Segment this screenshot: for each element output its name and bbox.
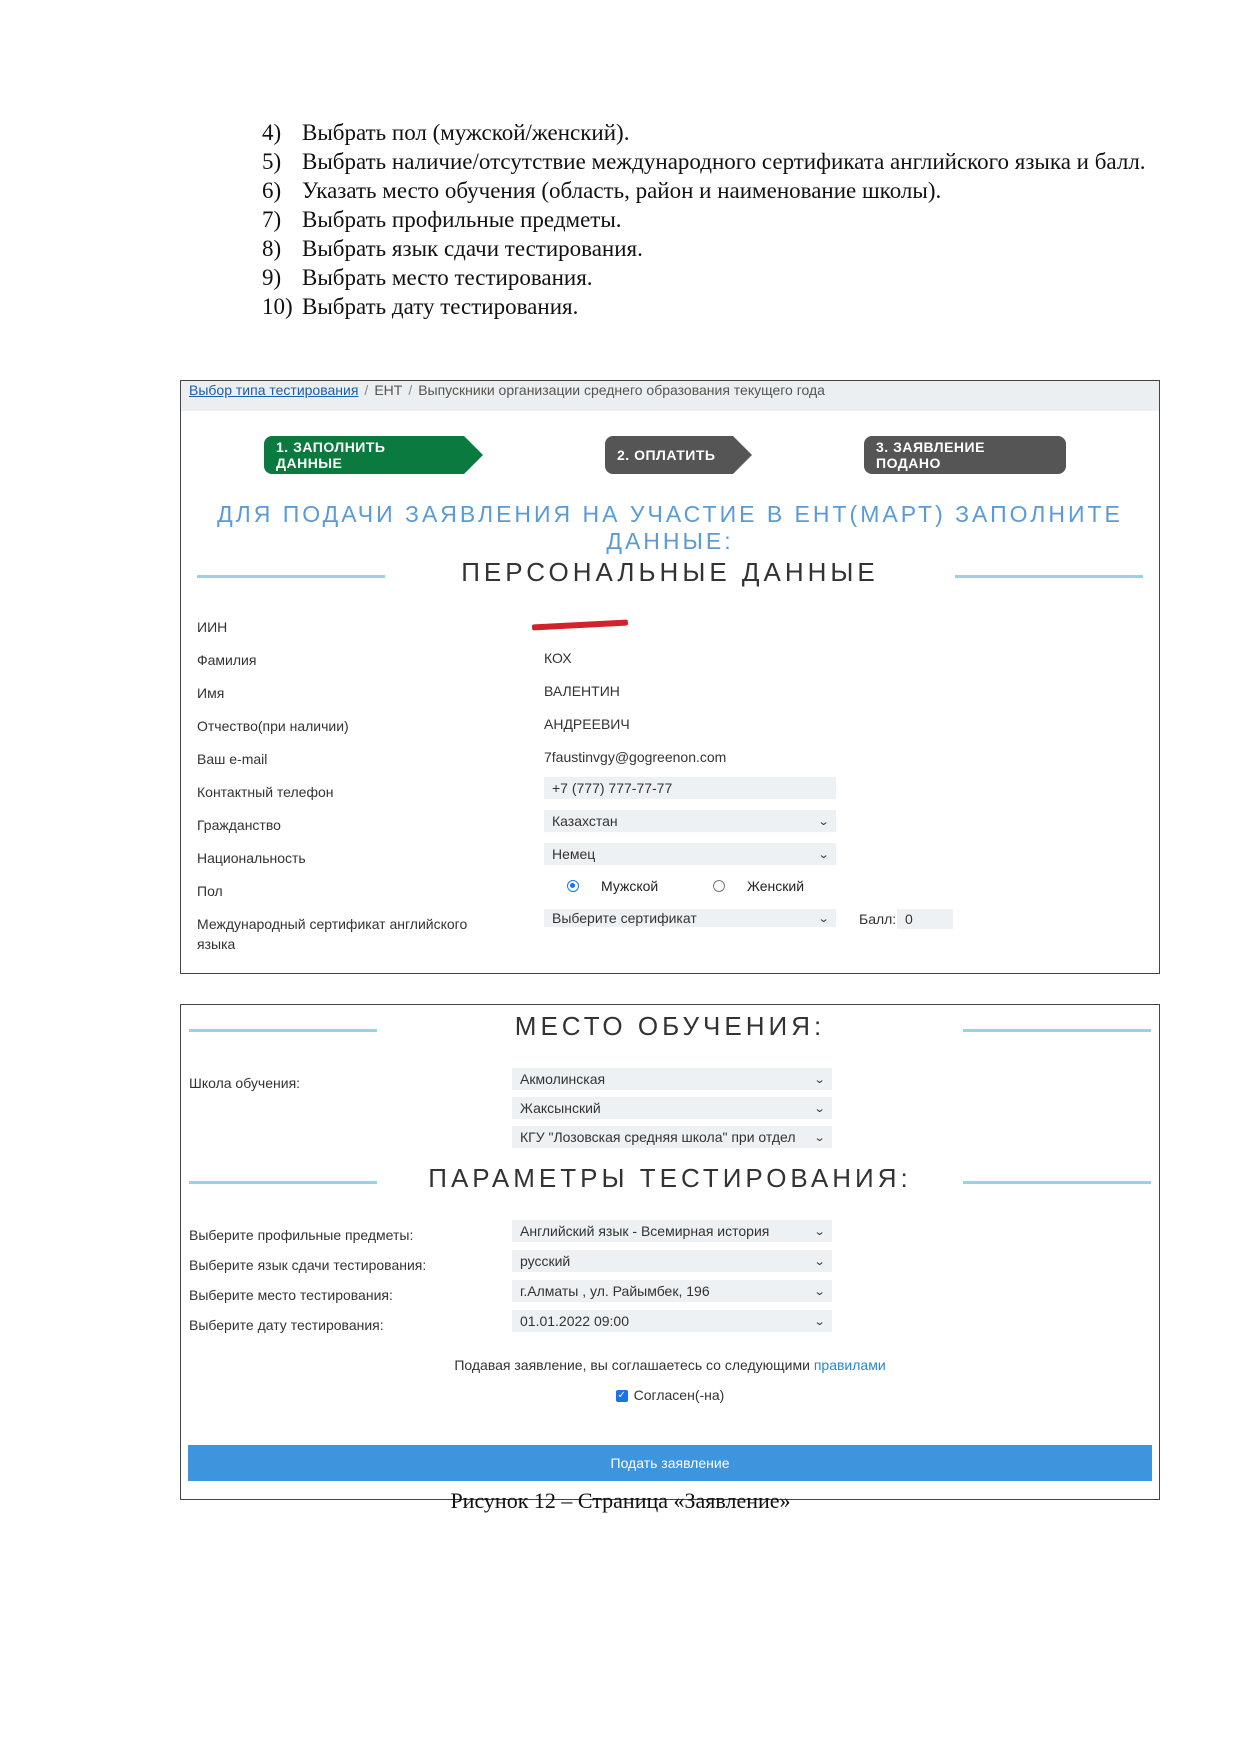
gender-male-radio[interactable] bbox=[567, 878, 658, 894]
iin-label: ИИН bbox=[197, 619, 228, 635]
list-number: 5) bbox=[262, 149, 282, 174]
agree-checkbox[interactable] bbox=[616, 1387, 725, 1403]
breadcrumb-separator: / bbox=[408, 382, 413, 398]
list-text: Выбрать место тестирования. bbox=[302, 265, 593, 290]
test-place-label: Выберите место тестирования: bbox=[189, 1287, 393, 1303]
language-select-value: русский bbox=[520, 1253, 571, 1269]
list-text: Выбрать дату тестирования. bbox=[302, 294, 579, 319]
application-form-screenshot-top bbox=[180, 380, 1160, 974]
row-gender bbox=[197, 876, 1143, 902]
breadcrumb bbox=[181, 381, 1159, 411]
chevron-down-icon: ⌄ bbox=[813, 1073, 826, 1086]
certificate-select-value: Выберите сертификат bbox=[552, 910, 697, 926]
breadcrumb-link-test-type[interactable]: Выбор типа тестирования bbox=[189, 382, 359, 398]
phone-input-value: +7 (777) 777-77-77 bbox=[552, 780, 673, 796]
subjects-label: Выберите профильные предметы: bbox=[189, 1227, 414, 1243]
step-pay: 2. ОПЛАТИТЬ bbox=[605, 436, 733, 474]
list-number: 8) bbox=[262, 236, 282, 261]
row-language bbox=[189, 1250, 1143, 1276]
nationality-label: Национальность bbox=[197, 850, 306, 866]
section-test-parameters bbox=[189, 1163, 1151, 1203]
phone-input[interactable] bbox=[544, 777, 836, 799]
row-school-name bbox=[189, 1126, 1143, 1152]
section-title: ПАРАМЕТРЫ ТЕСТИРОВАНИЯ: bbox=[428, 1163, 912, 1193]
chevron-down-icon: ⌄ bbox=[813, 1102, 826, 1115]
application-form-screenshot-bottom bbox=[180, 1004, 1160, 1500]
step-application-submitted: 3. ЗАЯВЛЕНИЕ ПОДАНО bbox=[864, 436, 1066, 474]
form-lead-heading: ДЛЯ ПОДАЧИ ЗАЯВЛЕНИЯ НА УЧАСТИЕ В ЕНТ(МАРТ) ЗАПОЛНИТЕ ДАННЫЕ: bbox=[217, 501, 1123, 554]
list-number: 7) bbox=[262, 207, 282, 232]
nationality-select-value: Немец bbox=[552, 846, 596, 862]
radio-unchecked-icon bbox=[713, 880, 725, 892]
breadcrumb-current: Выпускники организации среднего образования текущего года bbox=[418, 382, 825, 398]
section-title: ПЕРСОНАЛЬНЫЕ ДАННЫЕ bbox=[461, 557, 879, 587]
list-text: Выбрать язык сдачи тестирования. bbox=[302, 236, 643, 261]
chevron-down-icon: ⌄ bbox=[813, 1225, 826, 1238]
list-number: 6) bbox=[262, 178, 282, 203]
agree-label: Согласен(-на) bbox=[633, 1387, 725, 1403]
list-item bbox=[262, 263, 1162, 292]
gender-label: Пол bbox=[197, 883, 223, 899]
list-item bbox=[262, 147, 1162, 176]
test-place-select-value: г.Алматы , ул. Райымбек, 196 bbox=[520, 1283, 710, 1299]
test-place-select[interactable] bbox=[512, 1280, 832, 1302]
score-input[interactable] bbox=[897, 909, 953, 929]
certificate-select[interactable] bbox=[544, 909, 836, 927]
test-date-select[interactable] bbox=[512, 1310, 832, 1332]
email-label: Ваш e-mail bbox=[197, 751, 268, 767]
citizenship-select-value: Казахстан bbox=[552, 813, 618, 829]
row-iin bbox=[197, 612, 1143, 638]
list-text: Выбрать профильные предметы. bbox=[302, 207, 622, 232]
row-email bbox=[197, 744, 1143, 770]
list-item bbox=[262, 118, 1162, 147]
row-patronymic bbox=[197, 711, 1143, 737]
chevron-down-icon: ⌄ bbox=[817, 848, 830, 861]
chevron-down-icon: ⌄ bbox=[813, 1315, 826, 1328]
list-text: Указать место обучения (область, район и наименование школы). bbox=[302, 178, 942, 203]
list-number: 4) bbox=[262, 120, 282, 145]
list-text: Выбрать наличие/отсутствие международного сертификата английского языка и балл. bbox=[302, 149, 1146, 174]
chevron-down-icon: ⌄ bbox=[813, 1131, 826, 1144]
consent-text-row bbox=[181, 1357, 1159, 1373]
list-item bbox=[262, 292, 1162, 321]
section-divider bbox=[963, 1181, 1151, 1184]
gender-female-radio[interactable] bbox=[713, 878, 804, 894]
test-date-select-value: 01.01.2022 09:00 bbox=[520, 1313, 629, 1329]
radio-checked-icon bbox=[567, 880, 579, 892]
certificate-label: Международный сертификат английского языка bbox=[197, 916, 468, 952]
row-test-date bbox=[189, 1310, 1143, 1336]
school-select-value: КГУ "Лозовская средняя школа" при отдел bbox=[520, 1129, 796, 1145]
row-nationality bbox=[197, 843, 1143, 869]
name-value: ВАЛЕНТИН bbox=[544, 683, 620, 699]
chevron-down-icon: ⌄ bbox=[813, 1255, 826, 1268]
row-district bbox=[189, 1097, 1143, 1123]
citizenship-select[interactable] bbox=[544, 810, 836, 832]
submit-application-button[interactable]: Подать заявление bbox=[188, 1445, 1152, 1481]
row-name bbox=[197, 678, 1143, 704]
figure-caption: Рисунок 12 – Страница «Заявление» bbox=[450, 1488, 791, 1513]
consent-text: Подавая заявление, вы соглашаетесь со следующими bbox=[454, 1357, 810, 1373]
row-citizenship bbox=[197, 810, 1143, 836]
row-school bbox=[189, 1068, 1143, 1094]
language-label: Выберите язык сдачи тестирования: bbox=[189, 1257, 427, 1273]
list-number: 9) bbox=[262, 265, 282, 290]
list-item bbox=[262, 176, 1162, 205]
score-input-value: 0 bbox=[905, 911, 913, 927]
subjects-select[interactable] bbox=[512, 1220, 832, 1242]
school-select[interactable] bbox=[512, 1126, 832, 1148]
name-label: Имя bbox=[197, 685, 225, 701]
district-select-value: Жаксынский bbox=[520, 1100, 601, 1116]
section-divider bbox=[955, 575, 1143, 578]
citizenship-label: Гражданство bbox=[197, 817, 281, 833]
phone-label: Контактный телефон bbox=[197, 784, 334, 800]
email-value: 7faustinvgy@gogreenon.com bbox=[544, 749, 727, 765]
section-divider bbox=[963, 1029, 1151, 1032]
row-english-certificate bbox=[197, 909, 1143, 953]
region-select[interactable] bbox=[512, 1068, 832, 1090]
surname-value: КОХ bbox=[544, 650, 572, 666]
row-surname bbox=[197, 645, 1143, 671]
section-study-place bbox=[189, 1011, 1151, 1051]
region-select-value: Акмолинская bbox=[520, 1071, 606, 1087]
consent-checkbox-row bbox=[181, 1387, 1159, 1403]
test-date-label: Выберите дату тестирования: bbox=[189, 1317, 384, 1333]
checkbox-checked-icon: ✓ bbox=[617, 1390, 626, 1402]
surname-label: Фамилия bbox=[197, 652, 257, 668]
patronymic-label: Отчество(при наличии) bbox=[197, 718, 349, 734]
row-phone bbox=[197, 777, 1143, 803]
chevron-down-icon: ⌄ bbox=[813, 1285, 826, 1298]
school-label: Школа обучения: bbox=[189, 1075, 301, 1091]
chevron-down-icon: ⌄ bbox=[817, 815, 830, 828]
row-subjects bbox=[189, 1220, 1143, 1246]
gender-male-label: Мужской bbox=[601, 878, 659, 894]
list-number: 10) bbox=[262, 294, 293, 319]
instruction-list bbox=[262, 118, 1162, 321]
chevron-down-icon: ⌄ bbox=[817, 912, 830, 925]
nationality-select[interactable] bbox=[544, 843, 836, 865]
step-fill-data: 1. ЗАПОЛНИТЬ ДАННЫЕ bbox=[264, 436, 464, 474]
list-item bbox=[262, 205, 1162, 234]
district-select[interactable] bbox=[512, 1097, 832, 1119]
row-test-place bbox=[189, 1280, 1143, 1306]
rules-link[interactable]: правилами bbox=[813, 1357, 886, 1373]
breadcrumb-separator: / bbox=[364, 382, 369, 398]
breadcrumb-ent[interactable]: ЕНТ bbox=[374, 382, 403, 398]
section-personal-data bbox=[197, 557, 1143, 597]
gender-female-label: Женский bbox=[747, 878, 805, 894]
subjects-select-value: Английский язык - Всемирная история bbox=[520, 1223, 770, 1239]
score-label: Балл: bbox=[859, 911, 897, 927]
language-select[interactable] bbox=[512, 1250, 832, 1272]
section-title: МЕСТО ОБУЧЕНИЯ: bbox=[514, 1011, 826, 1041]
list-text: Выбрать пол (мужской/женский). bbox=[302, 120, 630, 145]
iin-redaction bbox=[532, 619, 628, 630]
list-item bbox=[262, 234, 1162, 263]
patronymic-value: АНДРЕЕВИЧ bbox=[544, 716, 630, 732]
